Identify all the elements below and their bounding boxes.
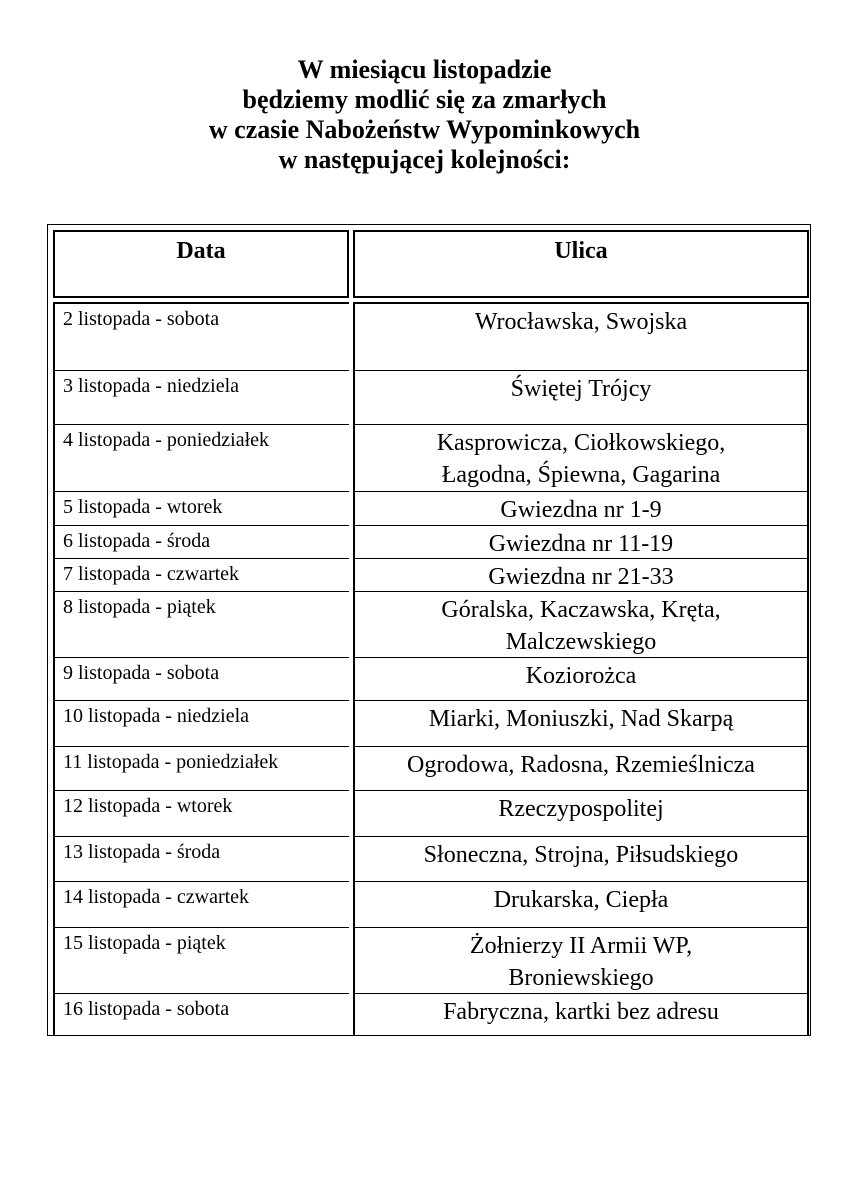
street-cell xyxy=(355,427,807,491)
street-line: Koziorożca xyxy=(525,663,637,689)
date-cell: 15 listopada - piątek xyxy=(63,932,226,954)
table-row-date xyxy=(55,993,349,1038)
page-title xyxy=(0,55,849,175)
table-row-date xyxy=(55,558,349,591)
table-row-street xyxy=(355,370,807,424)
date-cell: 2 listopada - sobota xyxy=(63,308,220,330)
street-line: Fabryczna, kartki bez adresu xyxy=(443,999,719,1025)
date-cell: 8 listopada - piątek xyxy=(63,596,216,618)
table-row-date xyxy=(55,790,349,836)
table-row-street xyxy=(355,927,807,993)
street-line: Świętej Trójcy xyxy=(510,376,652,402)
street-line: Góralska, Kaczawska, Kręta, xyxy=(441,597,721,623)
table-row-date xyxy=(55,370,349,424)
date-cell: 14 listopada - czwartek xyxy=(63,886,250,908)
table-row-date xyxy=(55,424,349,491)
table-row-street xyxy=(355,993,807,1038)
date-cell: 9 listopada - sobota xyxy=(63,662,220,684)
title-line: w następującej kolejności: xyxy=(278,145,571,174)
street-cell xyxy=(355,306,807,338)
date-cell: 5 listopada - wtorek xyxy=(63,496,223,518)
street-line: Gwiezdna nr 11-19 xyxy=(488,531,674,557)
table-row-street xyxy=(355,881,807,927)
street-cell xyxy=(355,749,807,781)
header-street: Ulica xyxy=(353,230,809,298)
table-row-date xyxy=(55,881,349,927)
title-line: W miesiącu listopadzie xyxy=(297,55,552,84)
table-row-street xyxy=(355,424,807,491)
date-cell: 4 listopada - poniedziałek xyxy=(63,429,270,451)
table-row-street xyxy=(355,558,807,591)
street-line: Łagodna, Śpiewna, Gagarina xyxy=(441,462,721,488)
street-cell xyxy=(355,839,807,871)
table-row-street xyxy=(355,746,807,790)
date-cell: 13 listopada - środa xyxy=(63,841,221,863)
date-cell: 6 listopada - środa xyxy=(63,530,211,552)
street-cell xyxy=(355,703,807,735)
table-row-street xyxy=(355,657,807,700)
street-column xyxy=(353,302,809,1036)
date-cell: 16 listopada - sobota xyxy=(63,998,230,1020)
street-line: Żołnierzy II Armii WP, xyxy=(469,933,693,959)
street-cell xyxy=(355,660,807,692)
date-cell: 10 listopada - niedziela xyxy=(63,705,250,727)
header-date: Data xyxy=(53,230,349,298)
street-line: Rzeczypospolitej xyxy=(498,796,664,822)
date-column xyxy=(53,302,349,1036)
table-row-street xyxy=(355,790,807,836)
date-cell: 11 listopada - poniedziałek xyxy=(63,751,279,773)
street-line: Gwiezdna nr 1-9 xyxy=(500,497,662,523)
table-row-date xyxy=(55,491,349,525)
street-line: Miarki, Moniuszki, Nad Skarpą xyxy=(428,706,734,732)
table-row-date xyxy=(55,525,349,558)
street-cell xyxy=(355,930,807,994)
street-line: Kasprowicza, Ciołkowskiego, xyxy=(436,430,726,456)
street-cell xyxy=(355,373,807,405)
street-cell xyxy=(355,793,807,825)
street-line: Broniewskiego xyxy=(508,965,654,991)
title-line: będziemy modlić się za zmarłych xyxy=(242,85,607,114)
street-cell xyxy=(355,528,807,560)
street-line: Drukarska, Ciepła xyxy=(493,887,669,913)
table-row-street xyxy=(355,491,807,525)
table-row-date xyxy=(55,700,349,746)
street-cell xyxy=(355,561,807,593)
date-cell: 3 listopada - niedziela xyxy=(63,375,240,397)
street-line: Wrocławska, Swojska xyxy=(474,309,688,335)
table-row-street xyxy=(355,591,807,657)
street-cell xyxy=(355,494,807,526)
street-line: Malczewskiego xyxy=(505,629,657,655)
table-row-street xyxy=(355,304,807,370)
title-line: w czasie Nabożeństw Wypominkowych xyxy=(208,115,641,144)
street-cell xyxy=(355,884,807,916)
table-row-date xyxy=(55,836,349,881)
street-cell xyxy=(355,594,807,658)
street-line: Gwiezdna nr 21-33 xyxy=(488,564,674,590)
table-row-street xyxy=(355,700,807,746)
date-cell: 7 listopada - czwartek xyxy=(63,563,240,585)
table-row-street xyxy=(355,525,807,558)
street-cell xyxy=(355,996,807,1028)
table-row-date xyxy=(55,304,349,370)
table-row-street xyxy=(355,836,807,881)
table-row-date xyxy=(55,657,349,700)
street-line: Słoneczna, Strojna, Piłsudskiego xyxy=(423,842,739,868)
table-row-date xyxy=(55,746,349,790)
table-row-date xyxy=(55,927,349,993)
street-line: Ogrodowa, Radosna, Rzemieślnicza xyxy=(407,752,755,778)
date-cell: 12 listopada - wtorek xyxy=(63,795,233,817)
table-row-date xyxy=(55,591,349,657)
